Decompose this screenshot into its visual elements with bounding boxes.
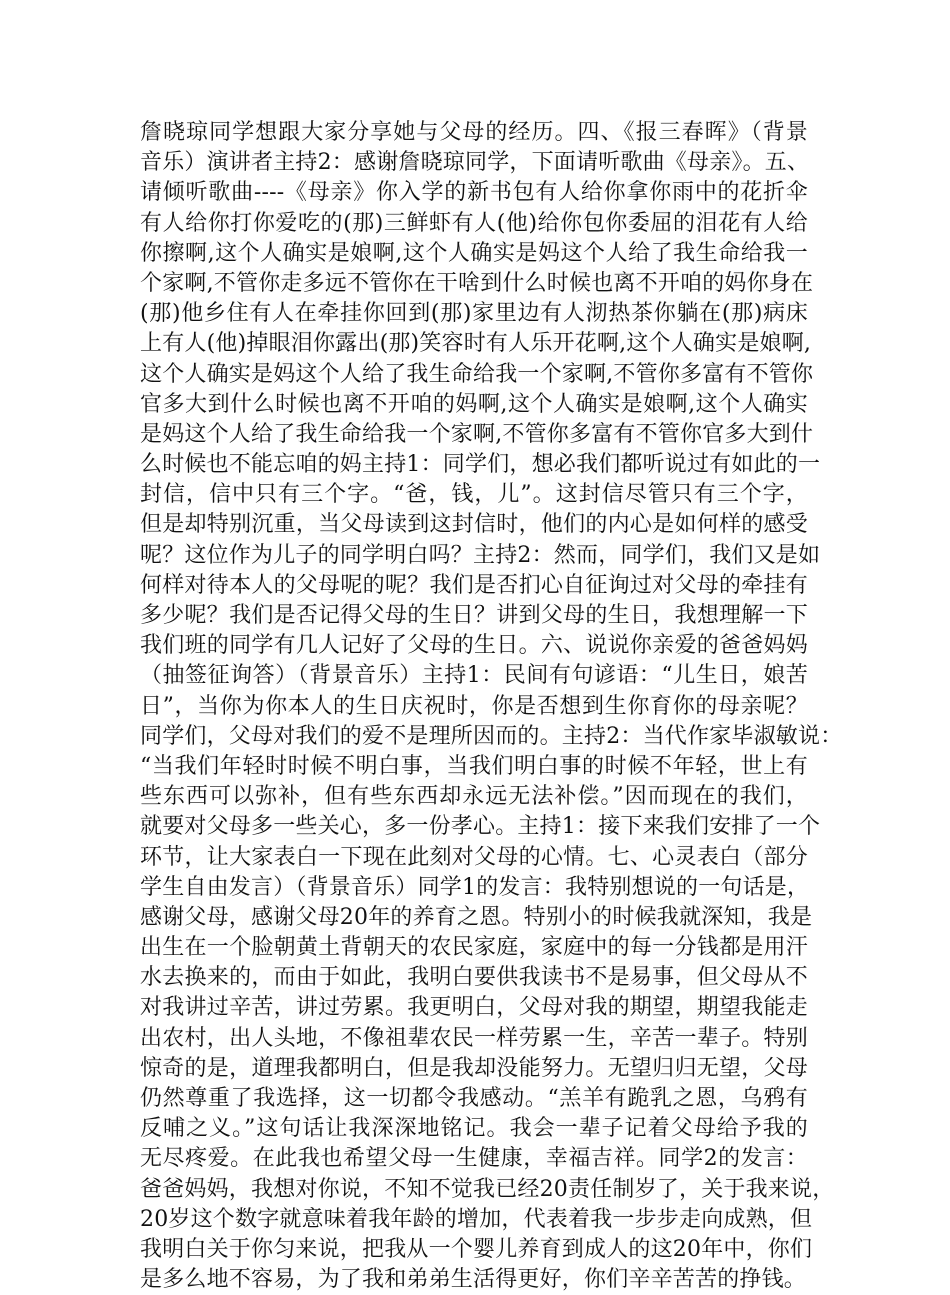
text-line: 何样对待本人的父母呢的呢？我们是否扪心自征询过对父母的牵挂有 <box>140 572 808 598</box>
text-line: 上有人(他)掉眼泪你露出(那)笑容时有人乐开花啊,这个人确实是娘啊, <box>140 331 812 357</box>
text-line: 有人给你打你爱吃的(那)三鲜虾有人(他)给你包你委屈的泪花有人给 <box>140 210 808 236</box>
text-line: 詹晓琼同学想跟大家分享她与父母的经历。四、《报三春晖》（背景 <box>140 120 808 145</box>
text-line: 环节，让大家表白一下现在此刻对父母的心情。七、心灵表白（部分 <box>140 844 808 870</box>
text-line: 水去换来的，而由于如此，我明白要供我读书不是易事，但父母从不 <box>140 965 808 991</box>
text-line: 么时候也不能忘咱的妈主持1：同学们，想必我们都听说过有如此的一 <box>140 452 821 478</box>
document-body <box>140 118 843 1295</box>
text-line: 出农村，出人头地，不像祖辈农民一样劳累一生，辛苦一辈子。特别 <box>140 1025 808 1051</box>
text-line: 个家啊,不管你走多远不管你在干啥到什么时候也离不开咱的妈你身在 <box>140 270 814 296</box>
text-line: 是妈这个人给了我生命给我一个家啊,不管你多富有不管你官多大到什 <box>140 421 814 447</box>
text-line: 多少呢？我们是否记得父母的生日？讲到父母的生日，我想理解一下 <box>140 603 808 628</box>
text-line: 音乐）演讲者主持2：感谢詹晓琼同学，下面请听歌曲《母亲》。五、 <box>140 150 810 176</box>
text-line: 就要对父母多一些关心，多一份孝心。主持1：接下来我们安排了一个 <box>140 814 821 840</box>
text-line: 无尽疼爱。在此我也希望父母一生健康，幸福吉祥。同学2的发言： <box>140 1146 808 1172</box>
text-line: 这个人确实是妈这个人给了我生命给我一个家啊,不管你多富有不管你 <box>140 361 814 387</box>
text-line: 惊奇的是，道理我都明白，但是我却没能努力。无望归归无望，父母 <box>140 1055 808 1081</box>
text-line: 反哺之义。”这句话让我深深地铭记。我会一辈子记着父母给予我的 <box>140 1116 808 1142</box>
text-line: 些东西可以弥补，但有些东西却永远无法补偿。”因而现在的我们， <box>140 784 808 810</box>
text-line: (那)他乡住有人在牵挂你回到(那)家里边有人沏热茶你躺在(那)病床 <box>140 301 808 327</box>
text-line: 但是却特别沉重，当父母读到这封信时，他们的内心是如何样的感受 <box>140 512 808 538</box>
text-line: 我们班的同学有几人记好了父母的生日。六、说说你亲爱的爸爸妈妈 <box>140 633 808 659</box>
text-line: “当我们年轻时时候不明白事，当我们明白事的时候不年轻，世上有 <box>140 753 808 779</box>
text-line: 官多大到什么时候也离不开咱的妈啊,这个人确实是娘啊,这个人确实 <box>140 391 808 417</box>
text-line: 20岁这个数字就意味着我年龄的增加，代表着我一步步走向成熟，但 <box>140 1206 813 1232</box>
text-line: 呢？这位作为儿子的同学明白吗？主持2：然而，同学们，我们又是如 <box>140 542 821 568</box>
text-line: 感谢父母，感谢父母20年的养育之恩。特别小的时候我就深知，我是 <box>140 904 813 930</box>
text-line: 是多么地不容易，为了我和弟弟生活得更好，你们辛辛苦苦的挣钱。 <box>140 1267 807 1293</box>
text-line: 同学们，父母对我们的爱不是理所因而的。主持2：当代作家毕淑敏说： <box>140 723 843 749</box>
text-line: 你擦啊,这个人确实是娘啊,这个人确实是妈这个人给了我生命给我一 <box>140 240 808 266</box>
text-line: （抽签征询答）（背景音乐）主持1：民间有句谚语：“儿生日，娘苦 <box>140 663 808 689</box>
text-line: 爸爸妈妈，我想对你说，不知不觉我已经20责任制岁了，关于我来说， <box>140 1176 835 1202</box>
text-line: 学生自由发言）（背景音乐）同学1的发言：我特别想说的一句话是， <box>140 874 810 900</box>
text-line: 封信，信中只有三个字。“爸，钱，儿”。这封信尽管只有三个字， <box>140 482 808 508</box>
text-line: 请倾听歌曲----《母亲》你入学的新书包有人给你拿你雨中的花折伞 <box>140 180 808 206</box>
text-line: 出生在一个脸朝黄土背朝天的农民家庭，家庭中的每一分钱都是用汗 <box>140 935 808 961</box>
text-line: 日”，当你为你本人的生日庆祝时，你是否想到生你育你的母亲呢？ <box>140 693 808 719</box>
text-line: 对我讲过辛苦，讲过劳累。我更明白，父母对我的期望，期望我能走 <box>140 995 808 1021</box>
text-line: 仍然尊重了我选择，这一切都令我感动。“羔羊有跪乳之恩，乌鸦有 <box>140 1086 808 1111</box>
text-line: 我明白关于你匀来说，把我从一个婴儿养育到成人的这20年中，你们 <box>140 1236 813 1262</box>
